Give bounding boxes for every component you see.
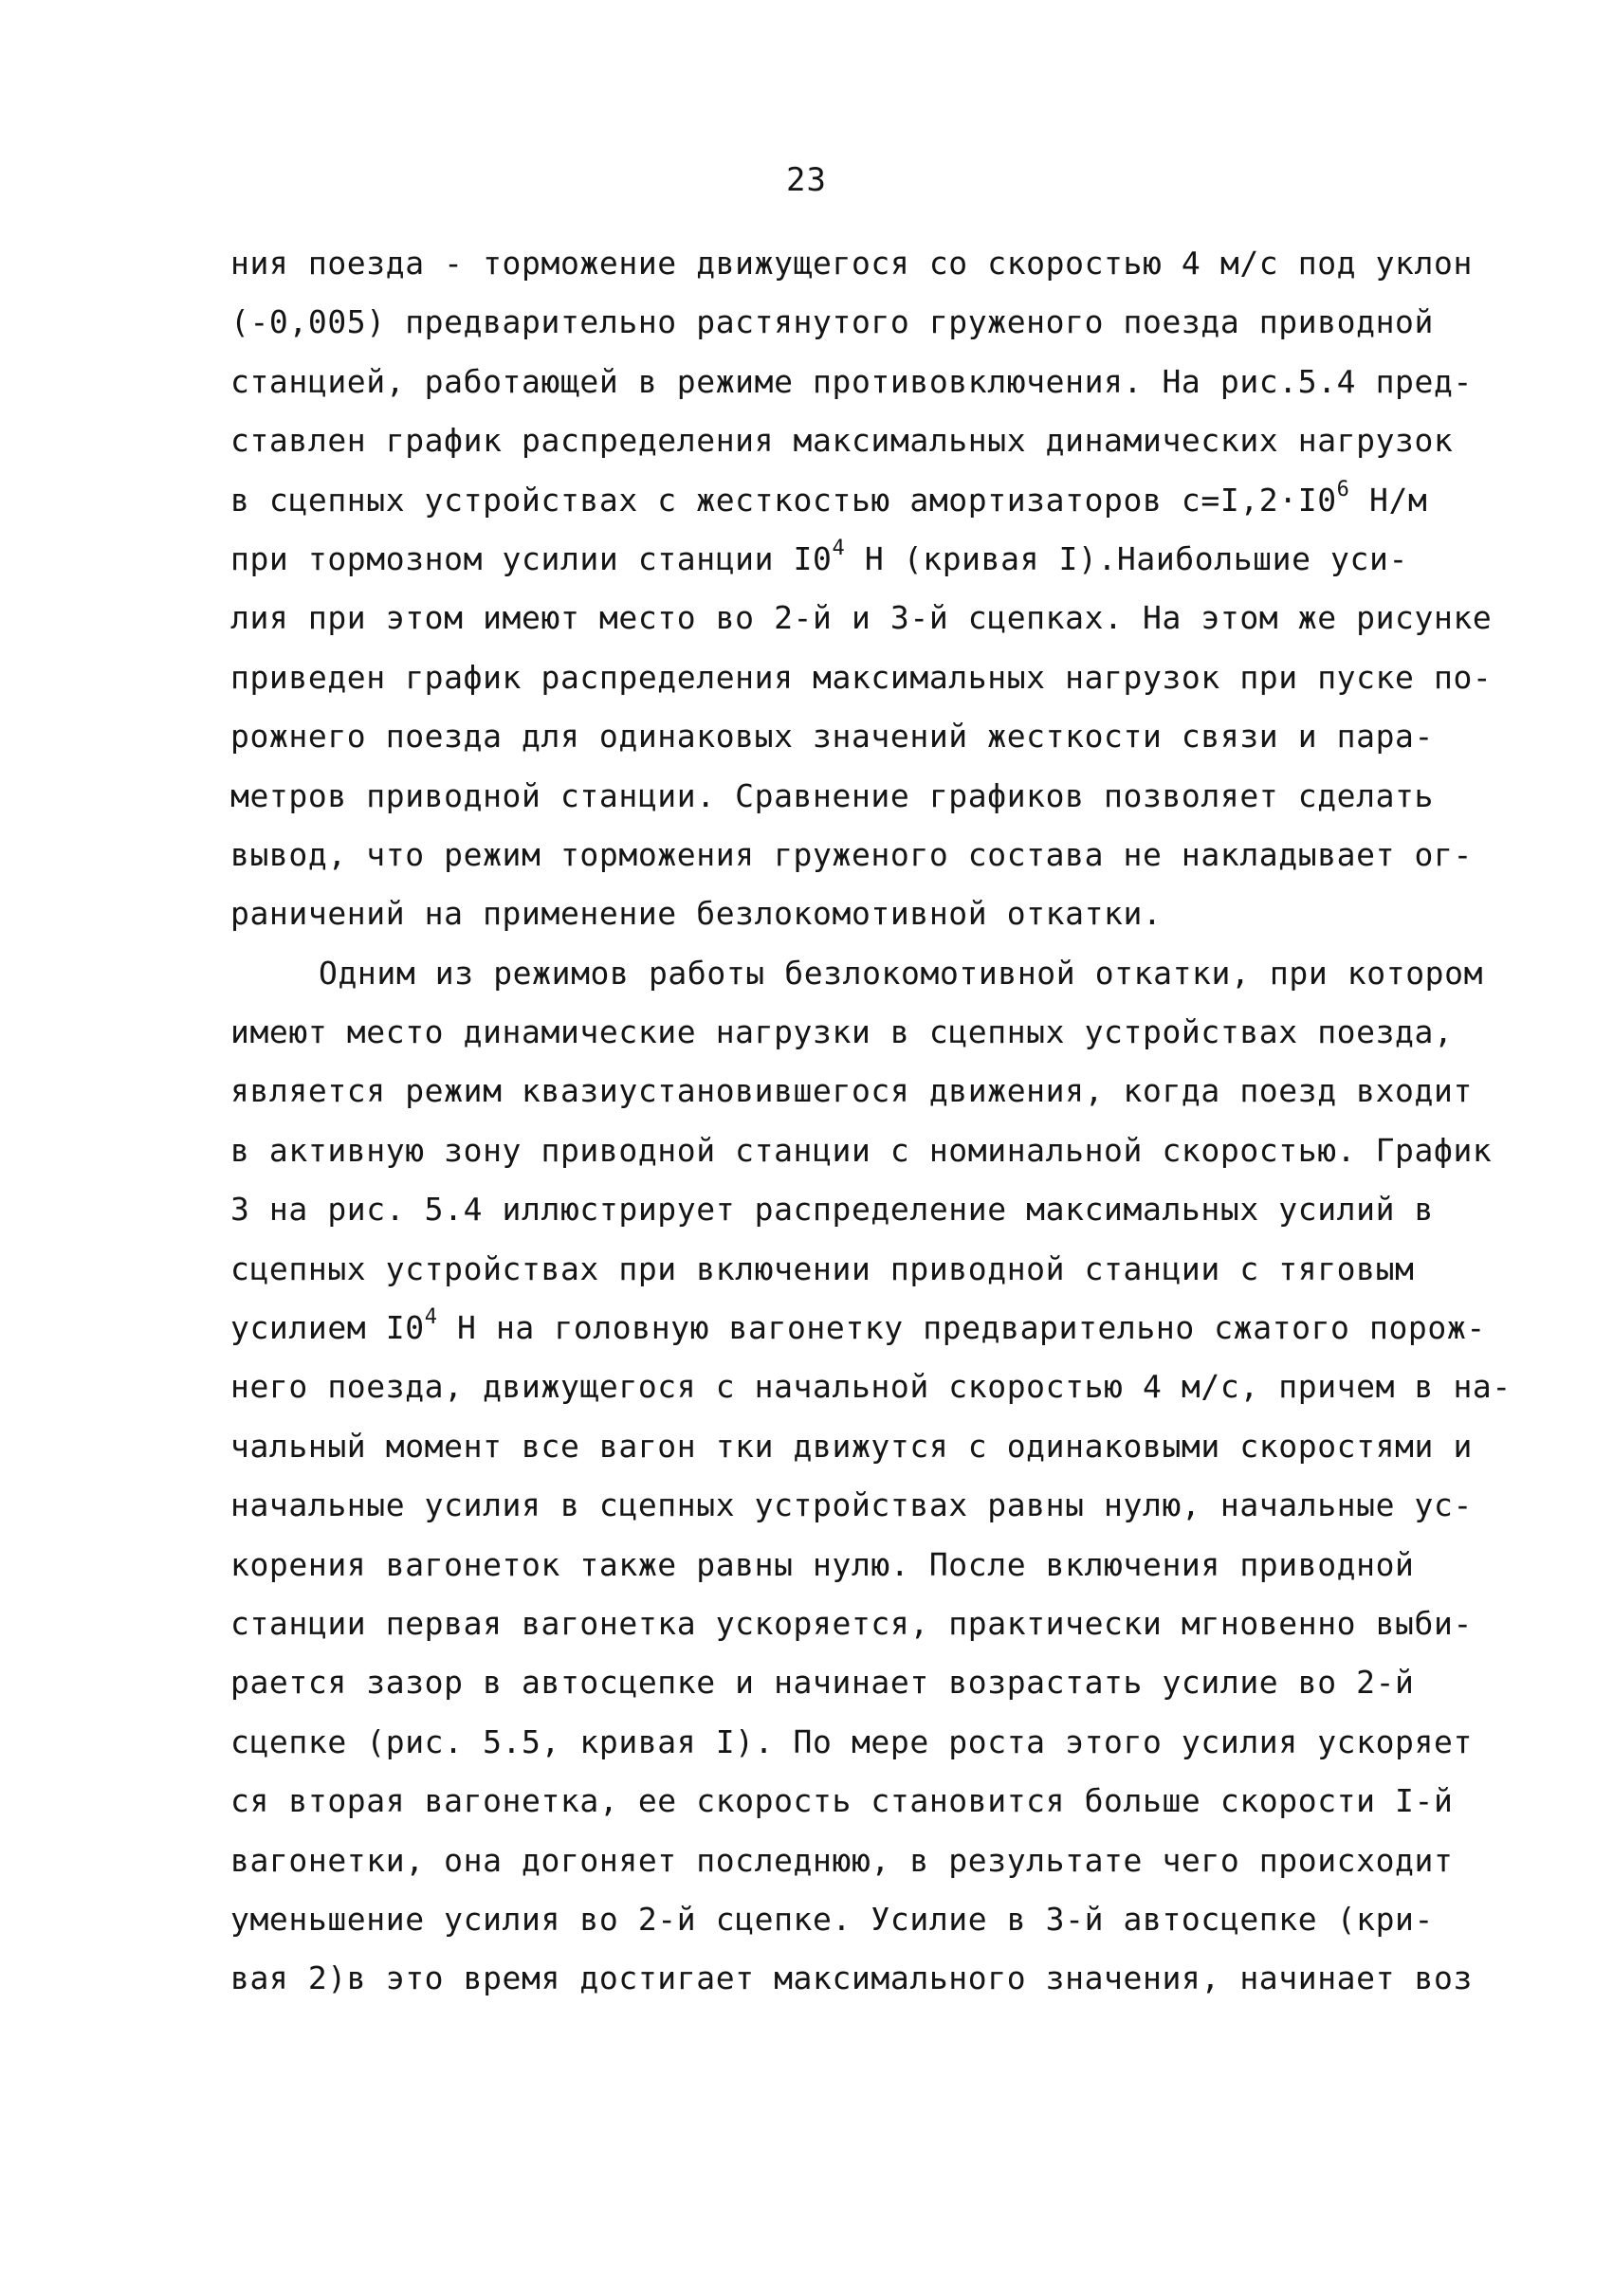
page-number: 23 (786, 161, 827, 199)
text-line: сцепных устройствах при включении приводной станции с тяговым (230, 1249, 1415, 1287)
text-line: в активную зону приводной станции с номинальной скоростью. График (230, 1131, 1493, 1169)
text-line: вывод, что режим торможения груженого состава не накладывает ог- (230, 835, 1473, 873)
text-line: приведен график распределения максимальных нагрузок при пуске по- (230, 658, 1493, 696)
superscript-exponent: 6 (1336, 477, 1350, 501)
text-line: начальные усилия в сцепных устройствах равны нулю, начальные ус- (230, 1486, 1473, 1524)
text-line: корения вагонеток также равны нулю. После включения приводной (230, 1545, 1415, 1583)
text-line: ния поезда - торможение движущегося со скоростью 4 м/с под уклон (230, 245, 1473, 282)
text-line: вагонетки, она догоняет последнюю, в результате чего происходит (230, 1841, 1454, 1879)
superscript-exponent: 4 (832, 536, 846, 560)
text-line: станции первая вагонетка ускоряется, практически мгновенно выби- (230, 1604, 1473, 1642)
text-segment: Н/м (1349, 481, 1428, 519)
text-segment: Н на головную вагонетку предварительно сжатого порож- (437, 1309, 1486, 1347)
text-segment: при тормозном усилии станции I0 (230, 539, 833, 577)
text-line: является режим квазиустановившегося движения, когда поезд входит (230, 1072, 1473, 1110)
text-segment: в сцепных устройствах с жесткостью амортизаторов с=I,2·I0 (230, 481, 1337, 519)
text-line (230, 1299, 1501, 1358)
text-segment: усилием I0 (230, 1309, 425, 1347)
text-line: уменьшение усилия во 2-й сцепке. Усилие в 3-й автосцепке (кри- (230, 1900, 1434, 1938)
text-line: (-0,005) предварительно растянутого груженого поезда приводной (230, 303, 1434, 341)
text-line: сцепке (рис. 5.5, кривая I). По мере роста этого усилия ускоряет (230, 1722, 1473, 1760)
text-line: ставлен график распределения максимальных динамических нагрузок (230, 422, 1454, 460)
text-line: Одним из режимов работы безлокомотивной откатки, при котором (319, 954, 1484, 992)
text-line: рается зазор в автосцепке и начинает возрастать усилие во 2-й (230, 1664, 1415, 1702)
text-line: имеют место динамические нагрузки в сцепных устройствах поезда, (230, 1013, 1454, 1051)
body-text (230, 234, 1512, 2009)
text-line: ся вторая вагонетка, ее скорость становится больше скорости I-й (230, 1782, 1454, 1820)
text-line (230, 471, 1501, 530)
text-line: рожнего поезда для одинаковых значений жесткости связи и пара- (230, 718, 1434, 756)
text-line: лия при этом имеют место во 2-й и 3-й сцепках. На этом же рисунке (230, 599, 1493, 637)
text-line: станцией, работающей в режиме противовключения. На рис.5.4 пред- (230, 362, 1473, 400)
text-line: 3 на рис. 5.4 иллюстрирует распределение максимальных усилий в (230, 1191, 1434, 1229)
text-line: чальный момент все вагон тки движутся с одинаковыми скоростями и (230, 1427, 1473, 1465)
text-line: вая 2)в это время достигает максимального значения, начинает воз (230, 1959, 1473, 1997)
superscript-exponent: 4 (424, 1305, 438, 1330)
text-line (230, 530, 1501, 589)
text-segment: Н (кривая I).Наибольшие уси- (845, 539, 1408, 577)
text-line: метров приводной станции. Сравнение графиков позволяет сделать (230, 776, 1434, 814)
text-line: него поезда, движущегося с начальной скоростью 4 м/с, причем в на- (230, 1368, 1512, 1406)
text-line: раничений на применение безлокомотивной откатки. (230, 895, 1163, 933)
